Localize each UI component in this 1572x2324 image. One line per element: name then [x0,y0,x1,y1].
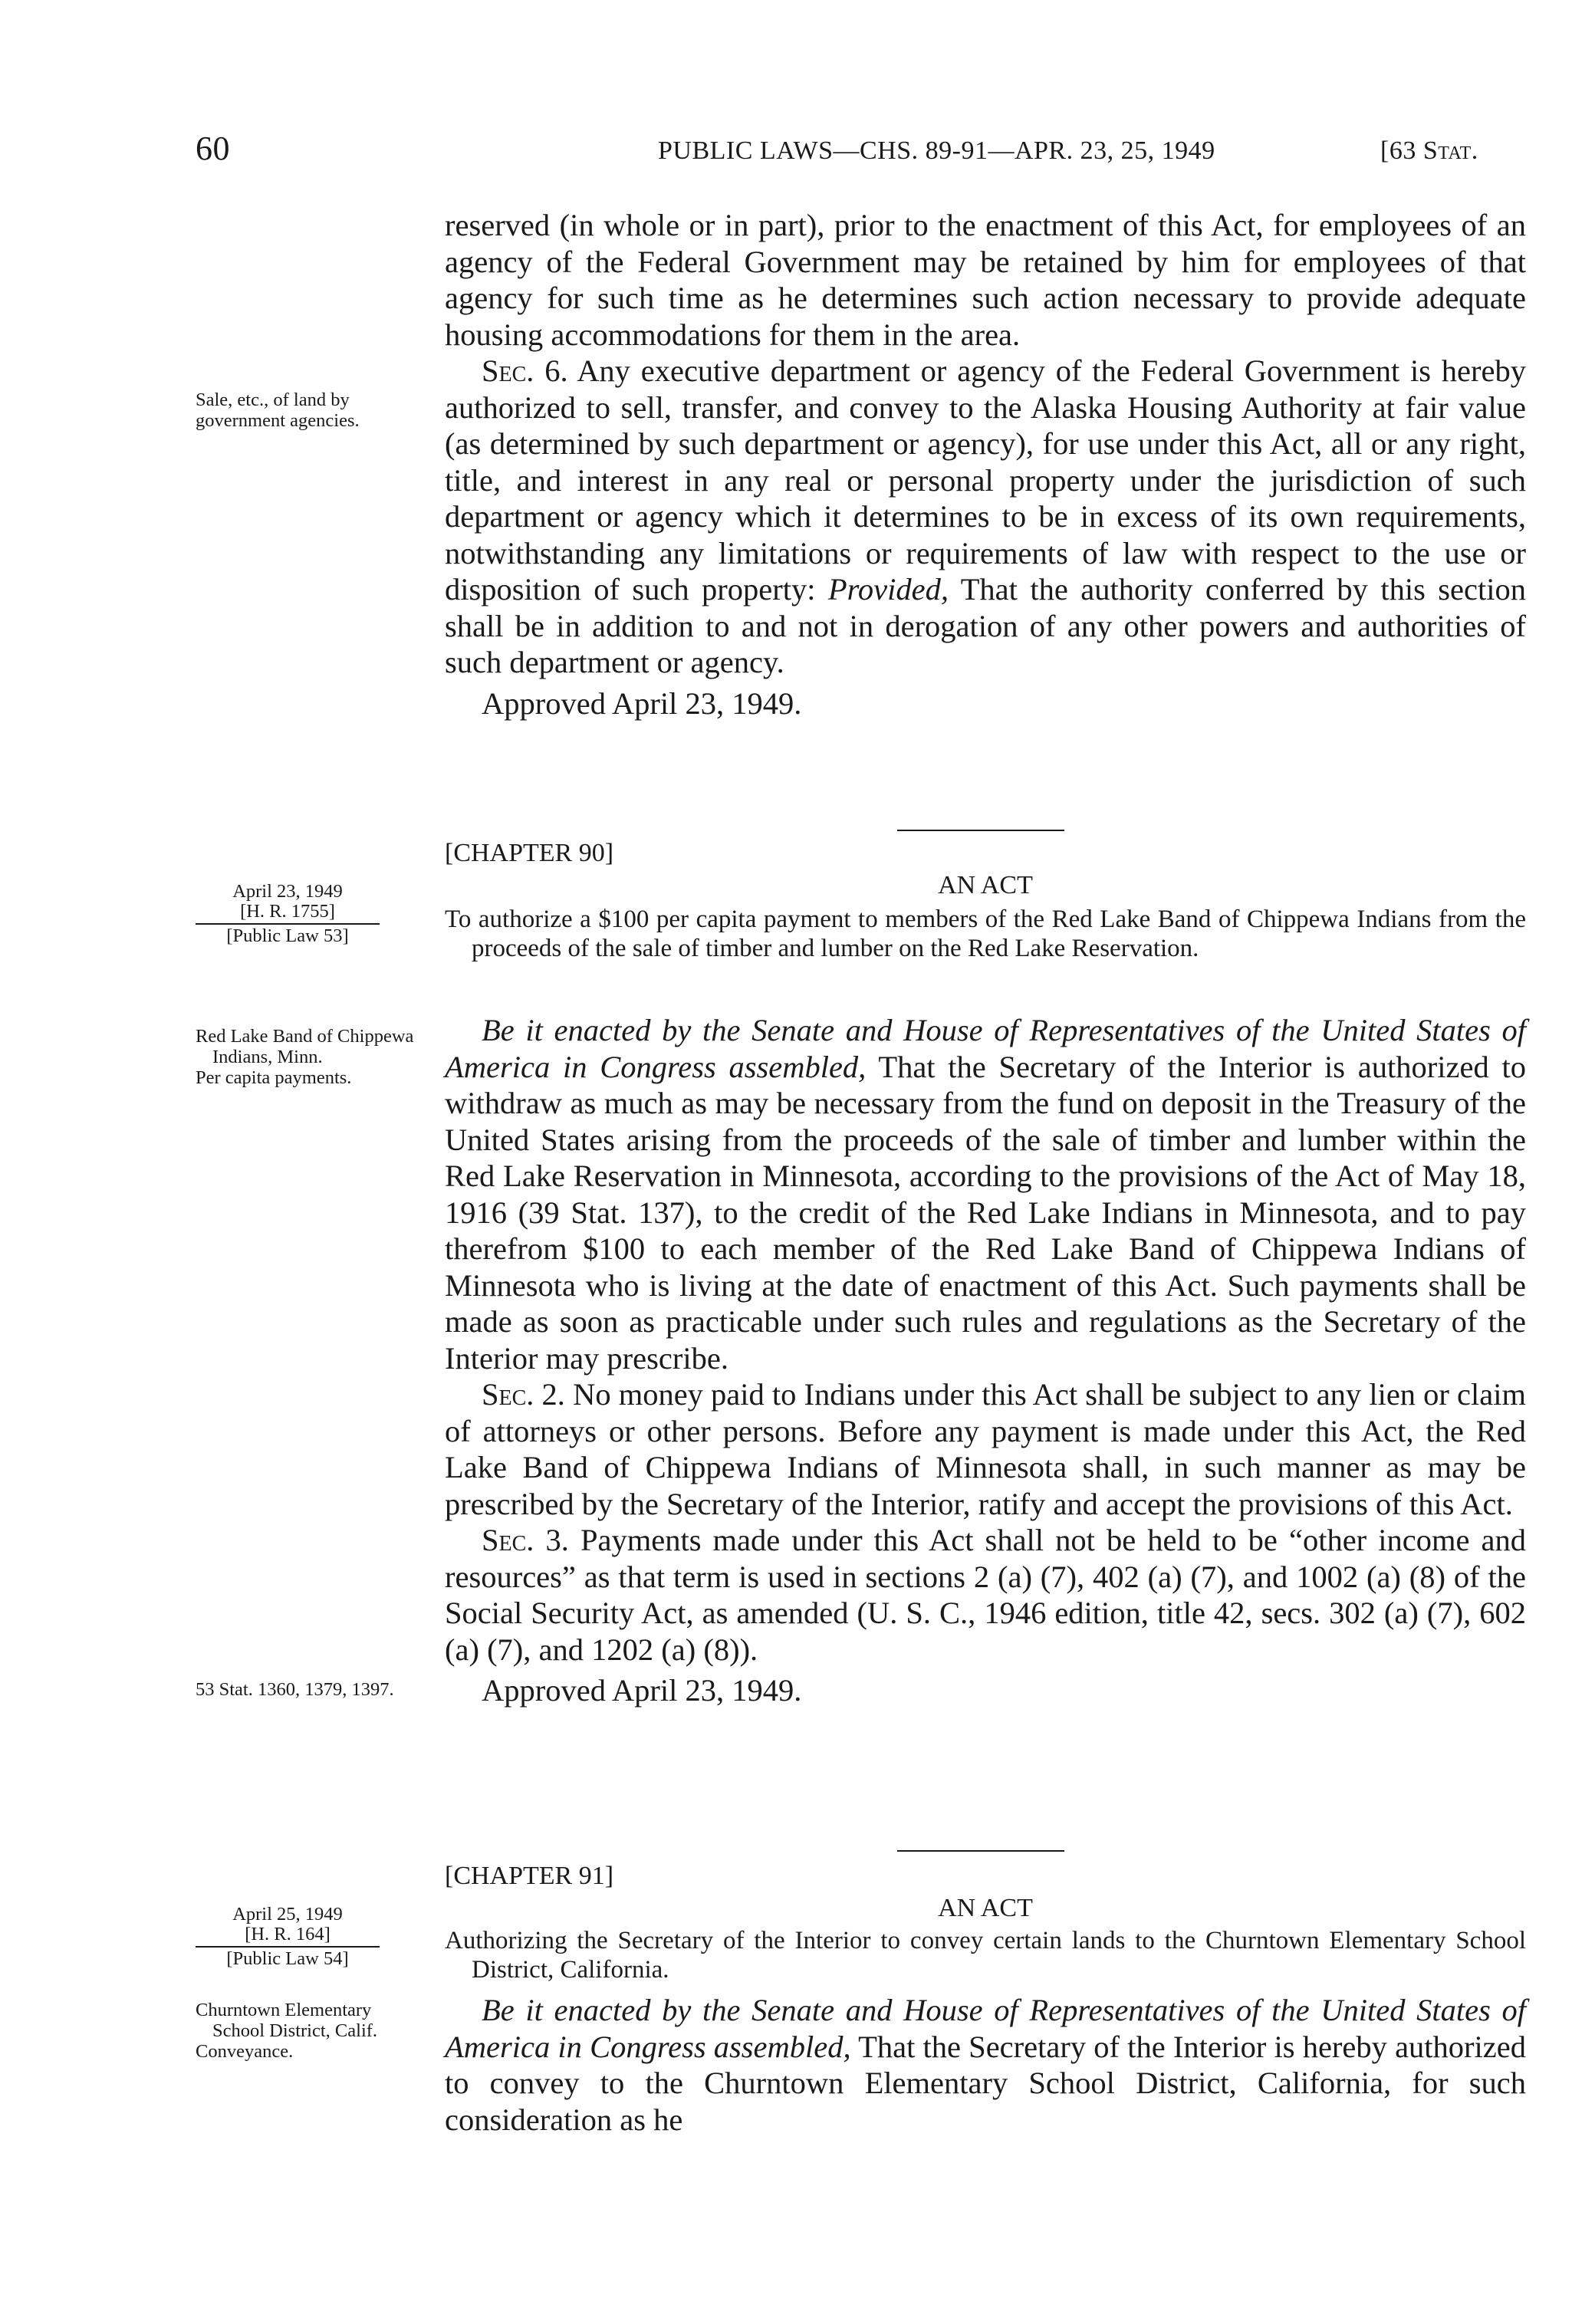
chapter91-margin-topics [196,2000,426,2062]
chapter90-caption: To authorize a $100 per capita payment to members of the Red Lake Band of Chippewa Indians from the proceeds of the sale of timber and lumber on the Red Lake Reservation. [445,906,1526,962]
chapter91-body [445,1992,1526,2138]
chapter90-sec3-label: Sec. 3. [482,1523,569,1557]
chapter91-public-law-note: [Public Law 54] [196,1946,380,1969]
sec6-proviso: Provided, [827,572,949,606]
page-number: 60 [196,130,230,167]
chapter90-sec2-paragraph [445,1376,1526,1522]
chapter90-label: [CHAPTER 90] [445,839,614,867]
continuation-block [445,207,1526,722]
sec6-label: Sec. 6. [482,353,568,388]
chapter90-margin-subtopic: Per capita payments. [196,1067,352,1088]
running-title: PUBLIC LAWS—CHS. 89-91—APR. 23, 25, 1949 [658,136,1215,165]
chapter91-body-text: That the Secretary of the Interior is hereby authorized to convey to the Churntown Elementary School District, California, for such consideration as he [445,2029,1526,2137]
sec6-margin-note: Sale, etc., of land by government agencies. [196,390,360,431]
chapter91-label: [CHAPTER 91] [445,1862,614,1890]
chapter90-margin-topic: Red Lake Band of Chippewa Indians, Minn. [196,1026,414,1067]
divider-rule [897,830,1064,831]
chapter90-margin-dates [196,882,380,946]
chapter91-bill-note: [H. R. 164] [245,1924,331,1944]
chapter90-public-law-note: [Public Law 53] [196,923,380,946]
sec6-approved: Approved April 23, 1949. [482,685,802,721]
volume-word: Stat. [1422,136,1478,165]
sec6-text-after: That the authority conferred by this section shall be in addition to and not in derogation of any other powers and authorities of such department or agency. [445,572,1526,679]
chapter90-date-note: April 23, 1949 [232,881,343,902]
chapter90-sec2-label: Sec. 2. [482,1377,565,1412]
chapter90-margin-topics [196,1026,426,1088]
chapter90-act-heading: AN ACT [938,871,1033,899]
chapter91-enacting-clause: Be it enacted by the Senate and House of Representatives of the United States of America in Congress assembled, [445,1993,1526,2064]
chapter90-bill-note: [H. R. 1755] [240,901,335,922]
chapter91-act-heading: AN ACT [938,1894,1033,1922]
sec6-paragraph [445,353,1526,681]
chapter90-body-text: That the Secretary of the Interior is authorized to withdraw as much as may be necessary from the fund on deposit in the Treasury of the United States arising from the proceeds of the sale of timber and lumber within the Red Lake Reservation in Minnesota, according to the provisions of the Act of May 18, 1916 (39 Stat. 137), to the credit of the Red Lake Indians in Minnesota, and to pay therefrom $100 to each member of the Red Lake Band of Chippewa Indians of Minnesota who is living at the date of enactment of this Act. Such payments shall be made as soon as practicable under such rules and regulations as the Secretary of the Interior may prescribe. [445,1049,1526,1376]
sec6-text: Any executive department or agency of the Federal Government is hereby authorized to sell, transfer, and convey to the Alaska Housing Authority at fair value (as determined by such department or agency), for use under this Act, all or any right, title, and interest in any real or personal property under the jurisdiction of such department or agency which it determines to be in excess of its own requirements, notwithstanding any limitations or requirements of law with respect to the use or disposition of such property: [445,353,1526,606]
chapter90-body [445,1012,1526,1709]
chapter91-first-paragraph [445,1992,1526,2138]
divider-rule [897,1850,1064,1852]
chapter90-first-paragraph [445,1012,1526,1376]
chapter91-margin-subtopic: Conveyance. [196,2041,294,2062]
continuation-paragraph: reserved (in whole or in part), prior to the enactment of this Act, for employees of an agency of the Federal Government may be retained by him for employees of that agency for such time as he determines such action necessary to provide adequate housing accommodations for them in the area. [445,208,1526,352]
volume-reference [1380,136,1478,166]
chapter91-margin-topic: Churntown Elementary School District, Calif. [196,2000,378,2041]
chapter91-date-note: April 25, 1949 [232,1904,343,1925]
chapter91-margin-dates [196,1905,380,1969]
chapter90-sec3-text: Payments made under this Act shall not be held to be “other income and resources” as that term is used in sections 2 (a) (7), 402 (a) (7), and 1002 (a) (8) of the Social Security Act, as amended (U. S. C., 1946 edition, title 42, secs. 302 (a) (7), 602 (a) (7), and 1202 (a) (8)). [445,1523,1527,1667]
chapter90-enacting-clause: Be it enacted by the Senate and House of Representatives of the United States of America in Congress assembled, [445,1013,1526,1084]
chapter90-sec2-text: No money paid to Indians under this Act shall be subject to any lien or claim of attorneys or other persons. Before any payment is made under this Act, the Red Lake Band of Chippewa Indians of Minnesota shall, in such manner as may be prescribed by the Secretary of the Interior, ratify and accept the provisions of this Act. [445,1377,1526,1521]
chapter90-sec3-margin-note: 53 Stat. 1360, 1379, 1397. [196,1679,394,1700]
volume-number: [63 [1380,136,1416,165]
chapter91-caption: Authorizing the Secretary of the Interior to convey certain lands to the Churntown Elementary School District, California. [445,1927,1526,1984]
chapter90-sec3-paragraph [445,1522,1526,1668]
chapter90-approved: Approved April 23, 1949. [482,1673,802,1708]
